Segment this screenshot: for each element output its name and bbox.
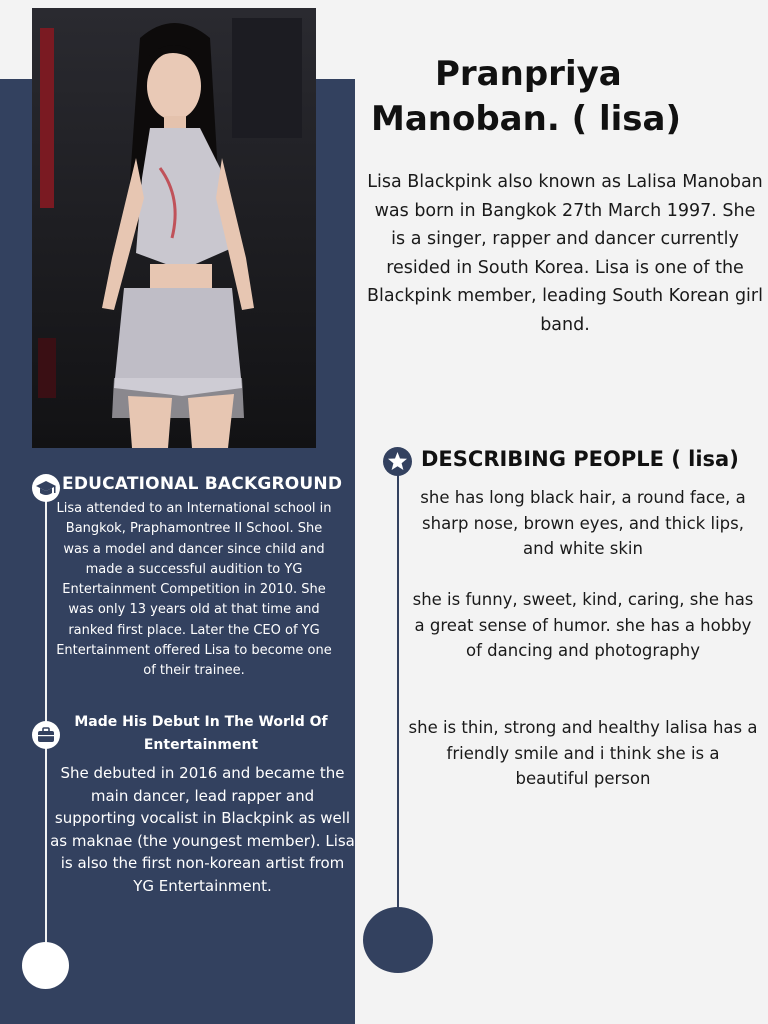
title-line-1: Pranpriya xyxy=(435,54,622,94)
graduation-cap-icon xyxy=(32,474,60,502)
page-title xyxy=(365,52,705,142)
title-line-2: Manoban. ( lisa) xyxy=(371,99,681,139)
education-text: Lisa attended to an International school in Bangkok, Praphamontree II School. She was a model and dancer since child and made a successful audition to YG Entertainment Competition in 2010. She was only 13 years old at that time and ranked first place. Later the CEO of YG Entertainment offered Lisa to become one of their trainee. xyxy=(56,501,332,679)
describing-paragraph-appearance: she has long black hair, a round face, a sharp nose, brown eyes, and thick lips, and white skin xyxy=(420,488,746,558)
describing-paragraph-personality: she is funny, sweet, kind, caring, she has a great sense of humor. she has a hobby of dancing and photography xyxy=(412,590,754,660)
profile-photo xyxy=(32,8,316,448)
right-timeline-end-circle xyxy=(363,907,433,973)
education-heading: EDUCATIONAL BACKGROUND xyxy=(62,474,343,494)
debut-heading: Made His Debut In The World Of Entertainment xyxy=(74,714,328,753)
intro-paragraph: Lisa Blackpink also known as Lalisa Manoban was born in Bangkok 27th March 1997. She is a singer, rapper and dancer currently resided in South Korea. Lisa is one of the Blackpink member, leading South Korean girl band. xyxy=(367,172,763,335)
describing-heading: DESCRIBING PEOPLE ( lisa) xyxy=(421,447,739,471)
right-timeline-line xyxy=(397,462,399,922)
left-timeline-line xyxy=(45,486,47,951)
star-icon xyxy=(383,447,412,476)
left-timeline-end-circle xyxy=(22,942,69,989)
describing-paragraph-summary: she is thin, strong and healthy lalisa has a friendly smile and i think she is a beautiful person xyxy=(408,718,758,788)
debut-text: She debuted in 2016 and became the main dancer, lead rapper and supporting vocalist in Blackpink as well as maknae (the youngest member). Lisa is also the first non-korean artist from YG Entertainment. xyxy=(50,764,355,895)
